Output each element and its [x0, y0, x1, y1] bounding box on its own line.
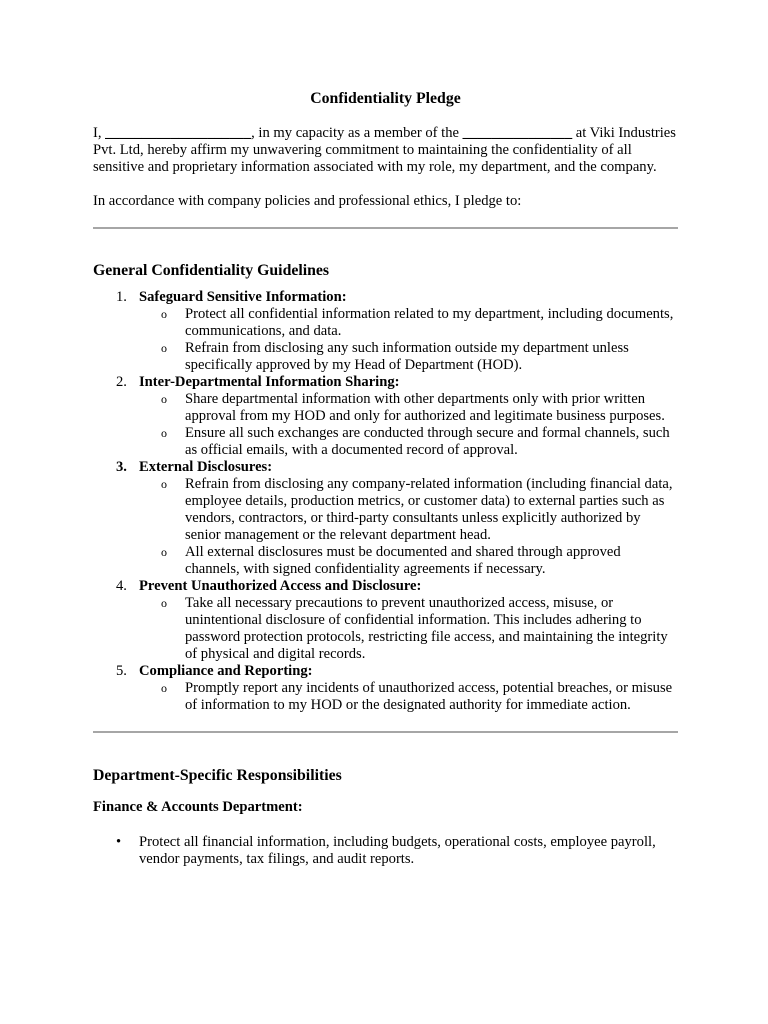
circle-bullet-icon: o [161, 341, 167, 355]
name-blank: ____________________ [105, 125, 252, 141]
list-item-text: Protect all financial information, including budgets, operational costs, employee payroll, vendor payments, tax filings, and audit reports. [139, 834, 656, 867]
circle-bullet-icon: o [161, 477, 167, 491]
sub-item-text: Take all necessary precautions to prevent unauthorized access, misuse, or unintentional disclosure of confidential information. This includes adhering to password protection protocols, restricting file access, and maintaining the integrity of physical and digital records. [185, 595, 668, 662]
list-item [93, 834, 678, 868]
sub-item-text: Ensure all such exchanges are conducted through secure and formal channels, such as official emails, with a documented record of approval. [185, 425, 670, 458]
pledge-line: In accordance with company policies and professional ethics, I pledge to: [93, 193, 522, 209]
section-divider [93, 227, 678, 229]
document-title: Confidentiality Pledge [310, 90, 461, 107]
sub-item-text: All external disclosures must be documented and shared through approved channels, with signed confidentiality agreements if necessary. [185, 544, 621, 577]
finance-department-heading: Finance & Accounts Department: [93, 799, 303, 815]
circle-bullet-icon: o [161, 426, 167, 440]
circle-bullet-icon: o [161, 545, 167, 559]
sub-item [139, 544, 678, 578]
sub-item [139, 391, 678, 425]
item-number: 5. [116, 663, 127, 679]
guideline-item [93, 459, 678, 578]
circle-bullet-icon: o [161, 681, 167, 695]
sub-item [139, 476, 678, 544]
circle-bullet-icon: o [161, 596, 167, 610]
sub-item [139, 595, 678, 663]
item-title: Safeguard Sensitive Information: [139, 289, 347, 305]
section-divider [93, 731, 678, 733]
guideline-item [93, 374, 678, 459]
item-number: 1. [116, 289, 127, 305]
sub-list [139, 476, 678, 578]
sub-item [139, 425, 678, 459]
intro-prefix: I, [93, 125, 102, 141]
document-body [93, 89, 678, 868]
bullet-icon: • [116, 834, 122, 850]
guideline-item [93, 289, 678, 374]
sub-item-text: Refrain from disclosing any such information outside my department unless specifically approved by my Head of Department (HOD). [185, 340, 629, 373]
guideline-item [93, 578, 678, 663]
intro-mid: , in my capacity as a member of the [251, 125, 459, 141]
item-title: Inter-Departmental Information Sharing: [139, 374, 400, 390]
sub-item [139, 680, 678, 714]
sub-item-text: Refrain from disclosing any company-related information (including financial data, employee details, production metrics, or customer data) to external parties such as vendors, contractors, or third-party consultants unless explicitly authorized by senior management or the relevant department head. [185, 476, 673, 543]
sub-list [139, 595, 678, 663]
item-title: External Disclosures: [139, 459, 273, 475]
item-title: Compliance and Reporting: [139, 663, 313, 679]
sub-item [139, 306, 678, 340]
guideline-item [93, 663, 678, 714]
department-responsibilities-heading: Department-Specific Responsibilities [93, 767, 342, 784]
circle-bullet-icon: o [161, 307, 167, 321]
guidelines-list [93, 289, 678, 714]
item-title: Prevent Unauthorized Access and Disclosure: [139, 578, 422, 594]
item-number: 4. [116, 578, 127, 594]
item-number: 3. [116, 459, 127, 475]
general-guidelines-heading: General Confidentiality Guidelines [93, 262, 330, 279]
sub-list [139, 391, 678, 459]
item-number: 2. [116, 374, 127, 390]
sub-item-text: Share departmental information with other departments only with prior written approval from my HOD and only for authorized and legitimate business purposes. [185, 391, 665, 424]
department-blank: _______________ [462, 125, 573, 141]
sub-list [139, 306, 678, 374]
finance-bullet-list [93, 834, 678, 868]
circle-bullet-icon: o [161, 392, 167, 406]
sub-item-text: Promptly report any incidents of unauthorized access, potential breaches, or misuse of information to my HOD or the designated authority for immediate action. [185, 680, 673, 713]
sub-item [139, 340, 678, 374]
intro-suffix: at Viki Industries Pvt. Ltd, hereby affirm my unwavering commitment to maintaining the confidentiality of all sensitive and proprietary information associated with my role, my department, and the company. [93, 125, 676, 175]
sub-list [139, 680, 678, 714]
sub-item-text: Protect all confidential information related to my department, including documents, communications, and data. [185, 306, 674, 339]
intro-paragraph [93, 125, 678, 176]
